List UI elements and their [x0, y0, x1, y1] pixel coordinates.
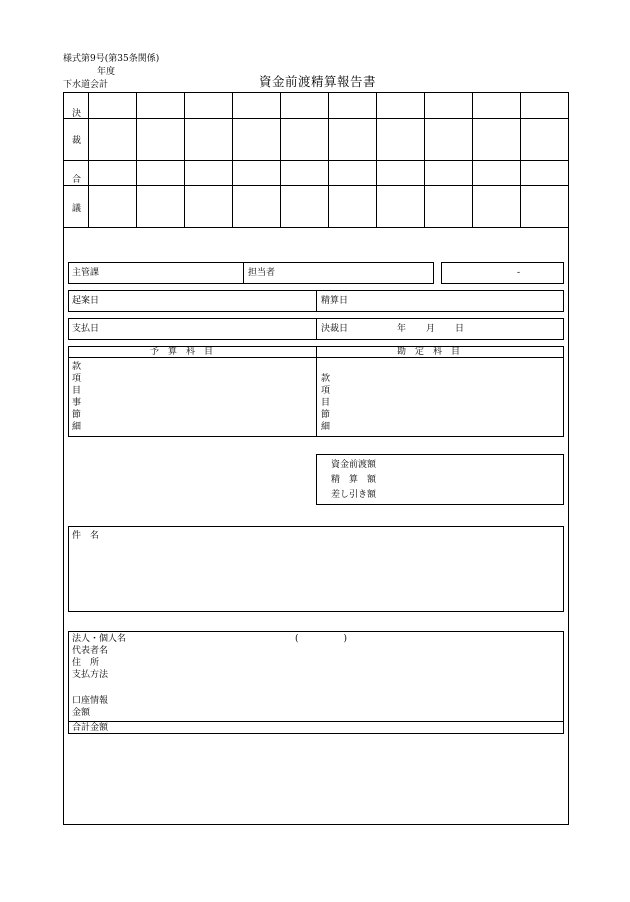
difference-amount-label: 差し引き額 [331, 490, 377, 500]
gougi-label-1: 合 [72, 175, 82, 185]
draft-date-label: 起案日 [72, 296, 100, 306]
person-label: 担当者 [248, 268, 276, 278]
main-dept-label: 主管課 [72, 268, 100, 278]
number-box [441, 262, 564, 284]
total-amount-label: 合計金額 [72, 723, 109, 733]
gougi-label-2: 議 [72, 204, 82, 214]
account-name: 下水道会計 [63, 80, 109, 90]
kessai-label-1: 決 [72, 109, 82, 119]
page-title: 資金前渡精算報告書 [259, 74, 377, 89]
subject-label: 件 名 [72, 531, 100, 541]
decision-date-label: 決裁日 [321, 324, 349, 334]
account-item-moku: 目 [321, 398, 331, 408]
budget-item-ji: 事 [72, 398, 82, 408]
number-dash: - [517, 268, 521, 278]
budget-header: 予 算 科 目 [150, 347, 214, 357]
account-item-kou: 項 [321, 386, 331, 396]
budget-item-setsu: 節 [72, 410, 82, 420]
budget-item-kou: 項 [72, 374, 82, 384]
payment-date-label: 支払日 [72, 324, 100, 334]
account-item-setsu: 節 [321, 410, 331, 420]
account-item-kan: 款 [321, 374, 331, 384]
corp-name-label: 法人・個人名 [72, 634, 127, 644]
account-item-sai: 細 [321, 422, 331, 432]
fiscal-year: 年度 [97, 67, 116, 77]
bank-info-label: 口座情報 [72, 696, 109, 706]
budget-item-kan: 款 [72, 362, 82, 372]
settlement-amount-label: 精 算 額 [331, 475, 377, 485]
budget-item-sai: 細 [72, 422, 82, 432]
budget-item-moku: 目 [72, 386, 82, 396]
payee-box [68, 631, 564, 734]
day-label: 日 [455, 324, 465, 334]
corp-name-paren: ( ) [295, 634, 348, 644]
settlement-date-label: 精算日 [321, 296, 349, 306]
form-number: 様式第9号(第35条関係) [63, 54, 160, 64]
month-label: 月 [426, 324, 436, 334]
representative-label: 代表者名 [72, 646, 109, 656]
account-header: 勘 定 科 目 [397, 347, 461, 357]
subject-box [68, 526, 564, 612]
year-label: 年 [397, 324, 407, 334]
payment-method-label: 支払方法 [72, 670, 109, 680]
kessai-label-2: 裁 [72, 136, 82, 146]
advance-amount-label: 資金前渡額 [331, 460, 377, 470]
amount-label: 金額 [72, 708, 91, 718]
address-label: 住 所 [72, 658, 100, 668]
